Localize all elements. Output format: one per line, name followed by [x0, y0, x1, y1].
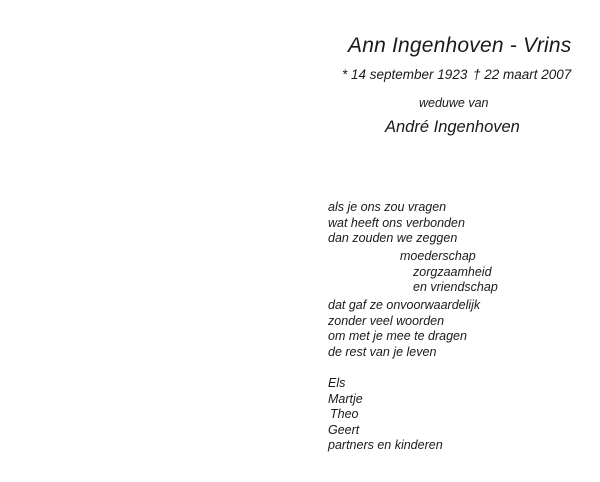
- signature-name: Geert: [328, 422, 360, 437]
- signature-name: Theo: [330, 407, 359, 421]
- death-date: † 22 maart 2007: [473, 67, 572, 82]
- poem-line: wat heeft ons verbonden: [328, 215, 465, 230]
- widow-of-label: weduwe van: [419, 96, 489, 110]
- poem-line: dan zouden we zeggen: [328, 231, 458, 245]
- signatures: [328, 376, 443, 454]
- poem-stanza-3: [328, 298, 480, 360]
- poem-line: als je ons zou vragen: [328, 200, 447, 214]
- poem-line: de rest van je leven: [328, 344, 437, 359]
- poem-line: zonder veel woorden: [328, 313, 445, 328]
- poem-stanza-2: [397, 249, 498, 296]
- birth-date: * 14 september 1923: [342, 67, 468, 82]
- deceased-name: Ann Ingenhoven - Vrins: [348, 34, 572, 57]
- poem-line: om met je mee te dragen: [328, 329, 467, 343]
- poem-stanza-1: [328, 200, 465, 247]
- poem-line: moederschap: [400, 249, 476, 263]
- poem-line: zorgzaamheid: [413, 264, 492, 279]
- signature-name: Els: [328, 376, 346, 390]
- life-dates: [342, 67, 572, 82]
- signature-family: partners en kinderen: [328, 438, 443, 452]
- signature-name: Martje: [328, 391, 363, 406]
- spouse-name: André Ingenhoven: [385, 118, 520, 136]
- poem-line: dat gaf ze onvoorwaardelijk: [328, 298, 481, 312]
- poem-line: en vriendschap: [413, 280, 498, 294]
